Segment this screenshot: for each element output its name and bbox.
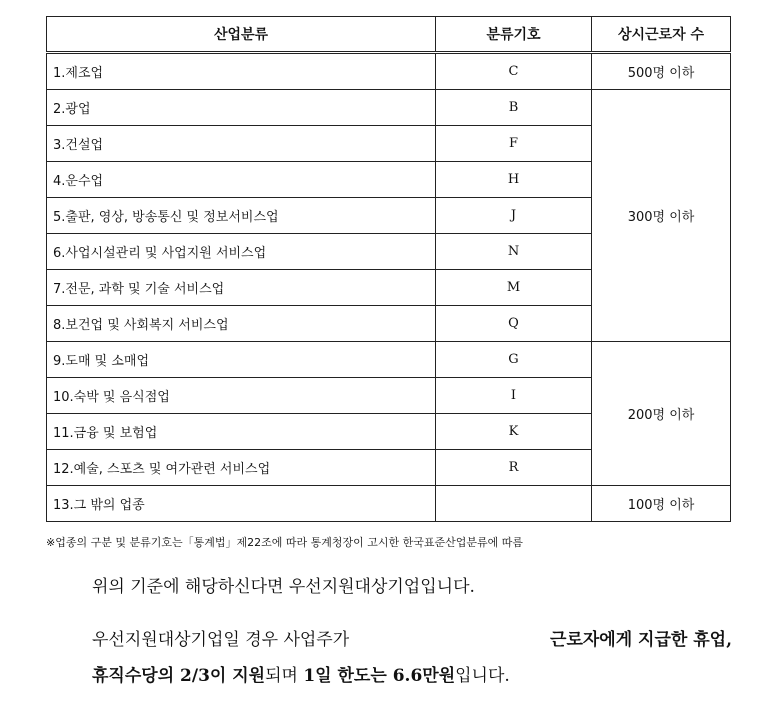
table-header-row: [47, 17, 731, 53]
table-row: [47, 342, 731, 378]
industry-name: 13.그 밖의 업종: [47, 486, 436, 522]
industry-name: 5.출판, 영상, 방송통신 및 정보서비스업: [47, 198, 436, 234]
industry-code: I: [436, 378, 592, 414]
industry-code: H: [436, 162, 592, 198]
industry-code: C: [436, 53, 592, 90]
table-row: [47, 90, 731, 126]
worker-limit: 100명 이하: [592, 486, 731, 522]
industry-name: 6.사업시설관리 및 사업지원 서비스업: [47, 234, 436, 270]
table-row: [47, 53, 731, 90]
worker-limit: 200명 이하: [592, 342, 731, 486]
industry-name: 11.금융 및 보험업: [47, 414, 436, 450]
industry-name: 8.보건업 및 사회복지 서비스업: [47, 306, 436, 342]
support-text-c: 휴직수당의 2/3이 지원: [92, 666, 266, 686]
worker-limit: 500명 이하: [592, 53, 731, 90]
industry-code: [436, 486, 592, 522]
footnote: ※업종의 구분 및 분류기호는「통계법」제22조에 따라 통계청장이 고시한 한국표준산업분류에 따름: [46, 536, 523, 549]
industry-code: M: [436, 270, 592, 306]
industry-name: 4.운수업: [47, 162, 436, 198]
support-text-b: 근로자에게 지급한 휴업,: [550, 630, 732, 650]
industry-code: N: [436, 234, 592, 270]
industry-name: 1.제조업: [47, 53, 436, 90]
industry-code: F: [436, 126, 592, 162]
paragraph-support: [92, 622, 732, 694]
industry-code: G: [436, 342, 592, 378]
industry-table: [46, 16, 731, 522]
industry-code: Q: [436, 306, 592, 342]
support-line-1: [92, 622, 732, 658]
industry-code: R: [436, 450, 592, 486]
paragraph-eligibility: 위의 기준에 해당하신다면 우선지원대상기업입니다.: [92, 577, 475, 597]
industry-name: 12.예술, 스포츠 및 여가관련 서비스업: [47, 450, 436, 486]
support-text-a: 우선지원대상기업일 경우 사업주가: [92, 630, 350, 650]
industry-name: 3.건설업: [47, 126, 436, 162]
header-industry: 산업분류: [47, 17, 436, 53]
industry-name: 9.도매 및 소매업: [47, 342, 436, 378]
industry-name: 10.숙박 및 음식점업: [47, 378, 436, 414]
support-line-2: [92, 658, 732, 694]
support-text-e: 1일 한도는 6.6만원: [303, 666, 456, 686]
industry-code: K: [436, 414, 592, 450]
industry-code: J: [436, 198, 592, 234]
industry-name: 2.광업: [47, 90, 436, 126]
worker-limit: 300명 이하: [592, 90, 731, 342]
support-text-f: 입니다.: [455, 666, 510, 686]
industry-code: B: [436, 90, 592, 126]
table-row: [47, 486, 731, 522]
industry-name: 7.전문, 과학 및 기술 서비스업: [47, 270, 436, 306]
header-code: 분류기호: [436, 17, 592, 53]
support-text-d: 되며: [265, 666, 304, 686]
header-workers: 상시근로자 수: [592, 17, 731, 53]
